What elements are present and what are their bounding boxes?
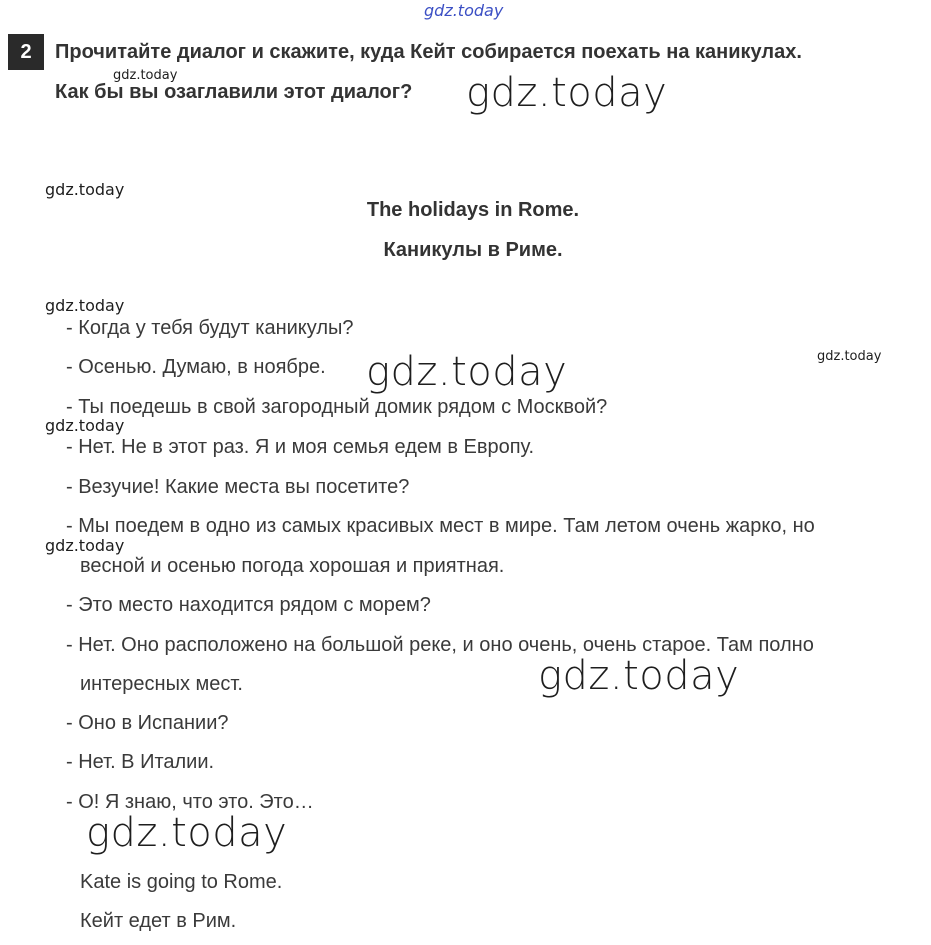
dialogue-line: - Нет. В Италии. <box>66 751 215 773</box>
watermark-small: gdz.today <box>45 296 125 315</box>
task-instruction: Прочитайте диалог и скажите, куда Кейт собирается поехать на каникулах. <box>55 41 802 63</box>
watermark-small: gdz.today <box>45 416 125 435</box>
watermark-large: gdz.today <box>466 70 668 116</box>
dialogue-line: - О! Я знаю, что это. Это… <box>66 791 314 813</box>
answer-en: Kate is going to Rome. <box>80 871 283 893</box>
watermark-top: gdz.today <box>424 1 504 20</box>
watermark-small: gdz.today <box>45 536 125 555</box>
dialogue-line: интересных мест. <box>80 673 243 695</box>
dialogue-line: - Оно в Испании? <box>66 712 229 734</box>
dialogue-line: - Везучие! Какие места вы посетите? <box>66 476 410 498</box>
watermark-large: gdz.today <box>366 349 568 395</box>
dialogue-line: - Когда у тебя будут каникулы? <box>66 317 354 339</box>
dialogue-line: - Это место находится рядом с морем? <box>66 594 431 616</box>
watermark-small: gdz.today <box>817 349 882 364</box>
dialogue-title-en: The holidays in Rome. <box>366 199 580 221</box>
watermark-large: gdz.today <box>86 810 288 856</box>
watermark-large: gdz.today <box>538 653 740 699</box>
dialogue-line: весной и осенью погода хорошая и приятная. <box>80 555 505 577</box>
watermark-small: gdz.today <box>113 68 178 83</box>
task-instruction: Как бы вы озаглавили этот диалог? <box>55 81 413 103</box>
dialogue-line: - Ты поедешь в свой загородный домик рядом с Москвой? <box>66 396 608 418</box>
dialogue-title-ru: Каникулы в Риме. <box>383 239 563 261</box>
dialogue-line: - Нет. Оно расположено на большой реке, и оно очень, очень старое. Там полно <box>66 634 814 656</box>
task-number-badge: 2 <box>8 34 44 70</box>
dialogue-line: - Нет. Не в этот раз. Я и моя семья едем в Европу. <box>66 436 535 458</box>
watermark-small: gdz.today <box>45 180 125 199</box>
answer-ru: Кейт едет в Рим. <box>80 910 237 932</box>
dialogue-line: - Осенью. Думаю, в ноябре. <box>66 356 326 378</box>
dialogue-line: - Мы поедем в одно из самых красивых мест в мире. Там летом очень жарко, но <box>66 515 815 537</box>
